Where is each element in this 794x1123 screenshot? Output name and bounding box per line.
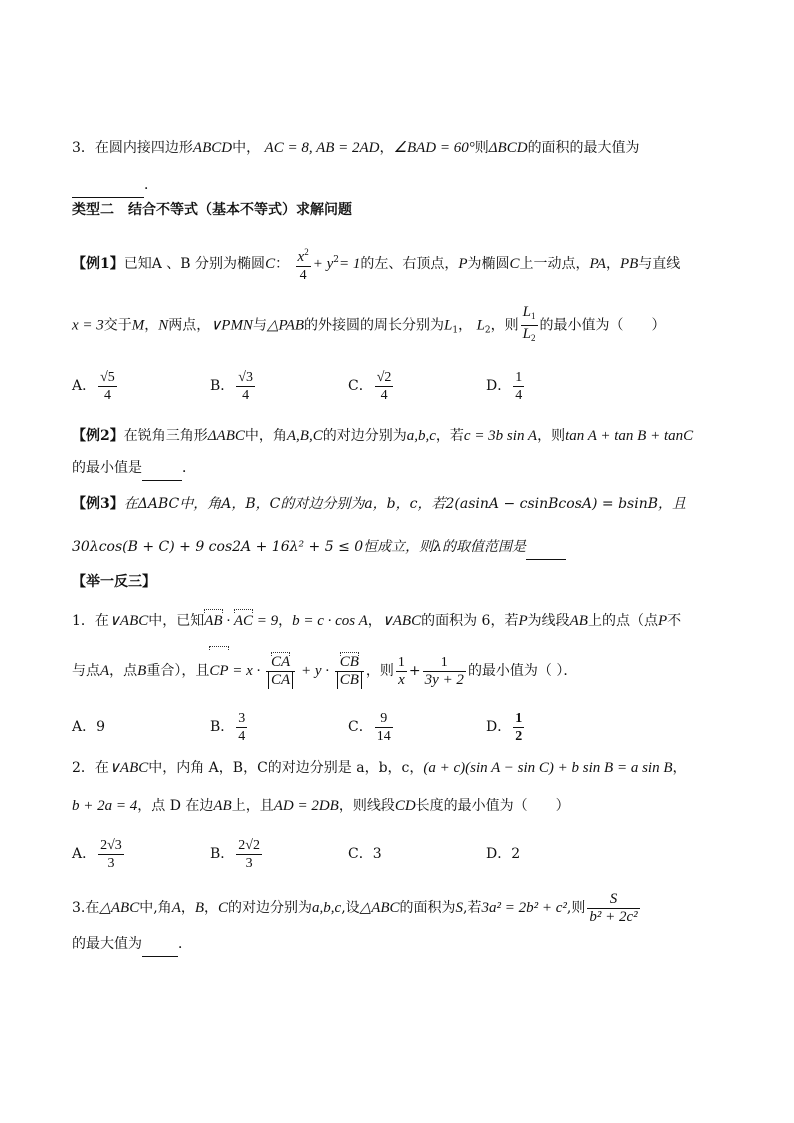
opt-label: B． — [210, 378, 235, 394]
text: ，若 — [435, 428, 464, 444]
text: ， — [672, 760, 687, 776]
condition: AC = 8, AB = 2AD — [264, 140, 380, 156]
expr: b = c · cos A — [292, 613, 368, 629]
expr: ΔABC — [207, 428, 245, 444]
norm: CB — [337, 672, 362, 689]
text: 中,角 — [139, 900, 172, 916]
vec: CA — [271, 653, 291, 670]
expr: ∨ABC — [108, 760, 149, 776]
text: ,若 — [463, 900, 482, 916]
expr: 3a² = 2b² + c² — [481, 900, 567, 916]
expr: c = 3b sin A — [463, 428, 538, 444]
opt-label: B． — [210, 719, 235, 735]
text: 2．在 — [72, 760, 109, 776]
text: 不 — [667, 613, 682, 629]
sub: 1 — [452, 325, 459, 336]
text: ． — [182, 460, 196, 476]
text: 交于 — [103, 317, 132, 334]
example-2-line-1 — [72, 426, 693, 446]
num: 2√3 — [100, 837, 122, 853]
text: 的对边分别为 — [228, 900, 313, 916]
triangle-name: ΔBCD — [488, 140, 528, 156]
example-label: 【例1】 — [72, 256, 124, 272]
num: 1 — [515, 369, 523, 385]
var: L — [444, 317, 453, 334]
example-2-line-2 — [72, 458, 196, 481]
fraction-x2-over-4: $\frac{x^2}{4}$ — [297, 247, 309, 283]
den: x — [396, 671, 407, 689]
text: 中， — [232, 140, 261, 156]
text: 长度的最小值为（ ） — [415, 798, 570, 814]
text: 的最小值为（ ）． — [467, 663, 578, 679]
option-b — [210, 366, 257, 406]
option-a — [72, 366, 119, 406]
text: 中，内角 A，B，C的对边分别是 a，b，c， — [148, 760, 424, 776]
angle-condition: ∠BAD = 60° — [393, 140, 475, 156]
example-1-line-1: 【例1】已知A 、B 分别为椭圆C： $\frac{x^2}{4}$ + $y^2= 1$的左、右顶点，P为椭圆C上一动点，PA，PB与直线 — [72, 240, 680, 284]
expr: △ABC — [99, 900, 140, 916]
example-1-line-2: x = 3交于M，N两点，∨PMN与△PAB的外接圆的周长分别为$L_1$， $L_2$，则 $\frac{L_1}{L_2}$ 的最小值为（ ） — [72, 304, 666, 351]
vector-AB: AB — [204, 613, 223, 629]
example-3-line-2 — [72, 537, 566, 560]
den: b² + 2c² — [589, 908, 638, 925]
expr: AD = 2DB — [273, 798, 339, 814]
answer-blank — [142, 460, 182, 481]
text: 与点 — [72, 663, 100, 679]
num: 9 — [380, 710, 388, 726]
var: P — [657, 613, 668, 629]
expr: a,b,c — [406, 428, 436, 444]
var: P — [458, 256, 468, 272]
opt-label: A． — [72, 378, 97, 394]
practice-3-line-1: 3.在△ABC中,角A，B，C的对边分别为a,b,c,设△ABC的面积为S,若3a² = 2b² + c²,则 $\frac{S}{\text{b² + 2c²}}$ — [72, 890, 638, 925]
text: 的对边分别为 — [322, 428, 407, 444]
var: AB — [569, 613, 588, 629]
expr: = 9 — [252, 613, 279, 629]
den: 4 — [296, 266, 311, 284]
opt-label: A． — [72, 846, 97, 862]
text: 重合），且 — [146, 663, 210, 679]
opt-label: B． — [210, 846, 235, 862]
den: 4 — [98, 386, 117, 404]
sub: 1 — [531, 311, 536, 321]
text: 的面积的最大值为 — [527, 140, 640, 156]
num: 1 — [440, 654, 448, 670]
num: √5 — [100, 369, 115, 385]
opt-label: C． — [348, 378, 373, 394]
text: ，则 — [490, 317, 519, 334]
op: · — [222, 613, 234, 629]
den: 4 — [515, 387, 523, 403]
text: 上一动点， — [519, 256, 590, 272]
text: 两点， — [168, 317, 211, 334]
text: 为椭圆 — [467, 256, 510, 272]
problem-3-line — [72, 138, 640, 158]
expr: ∨ABC — [108, 613, 149, 629]
answer-blank — [142, 936, 178, 957]
text: 在ΔABC中，角A，B，C的对边分别为a，b，c，若2(asinA − csinBcosA) = bsinB，且 — [123, 496, 687, 512]
text: ，则线段 — [338, 798, 395, 814]
example-label: 【例2】 — [72, 428, 124, 444]
var: B — [137, 663, 147, 679]
text: 则 — [474, 140, 489, 156]
var: PA — [589, 256, 606, 272]
var: L — [522, 304, 531, 320]
text: ，点 — [109, 663, 138, 679]
var: M — [131, 317, 145, 334]
unit-vector-CA — [266, 654, 295, 689]
text: 的最小值是 — [72, 460, 142, 476]
quad-name: ABCD — [192, 140, 233, 156]
text: 的外接圆的周长分别为 — [304, 317, 445, 334]
option-d — [486, 366, 526, 406]
sub: 2 — [484, 325, 491, 336]
var: AB — [213, 798, 232, 814]
text: ,则 — [566, 900, 586, 916]
vec: CB — [339, 653, 359, 670]
var: A — [100, 663, 110, 679]
text: 与 — [252, 317, 267, 334]
text: ． — [144, 177, 158, 193]
problem-3-number: 3．在圆内接四边形 — [72, 140, 193, 156]
var: P — [518, 613, 528, 629]
var: x — [297, 249, 305, 265]
practice-1-line-1 — [72, 611, 681, 631]
text: ，则 — [365, 663, 394, 679]
section-heading: 类型二 结合不等式（基本不等式）求解问题 — [72, 202, 352, 218]
text: ， — [379, 140, 394, 156]
text: 上的点（点 — [587, 613, 658, 629]
option-d: D．2 — [486, 846, 521, 862]
den: 4 — [238, 728, 246, 744]
example-label: 【例3】 — [72, 496, 124, 512]
text: 与直线 — [638, 256, 681, 272]
opt-label: D． — [486, 719, 512, 735]
expr: x = 3 — [72, 317, 104, 334]
practice-3-line-2 — [72, 934, 192, 957]
expr: a,b,c — [312, 900, 342, 916]
expr: b + 2a = 4 — [72, 798, 138, 814]
answer-blank — [72, 177, 144, 198]
var: C — [218, 900, 229, 916]
opt-label: D． — [486, 378, 512, 394]
num: 2√2 — [238, 837, 260, 853]
num: √3 — [238, 369, 253, 385]
vector-AC: AC — [233, 613, 253, 629]
den: 14 — [376, 728, 391, 744]
text: 的左、右顶点， — [360, 256, 459, 272]
option-c: C．3 — [348, 846, 382, 862]
expr: + y · — [297, 663, 333, 679]
var: L — [522, 326, 531, 342]
practice-1-line-2: 与点A，点B重合），且CP = x · $\frac{CA}{CA}$ + y · $\frac{CB}{CB}$ ，则 $\frac{1}{x}$ + $\frac{1}{3y + 2}$ 的最小值为（ ）． — [72, 648, 577, 694]
var: N — [158, 317, 169, 334]
practice-heading: 【举一反三】 — [72, 574, 156, 590]
num: √2 — [376, 369, 392, 385]
den: 3 — [98, 854, 124, 872]
text: 的最小值为（ ） — [539, 317, 666, 334]
den: 4 — [236, 386, 255, 404]
var: B — [194, 900, 205, 916]
practice-2-line-2 — [72, 796, 570, 816]
expr: tan A + tan B + tanC — [565, 428, 694, 444]
text: 1．在 — [72, 613, 109, 629]
num: 3 — [238, 710, 246, 726]
expr: + y — [312, 256, 334, 272]
text: 的面积为 6，若 — [421, 613, 519, 629]
den: 3y + 2 — [424, 671, 464, 688]
vector-CP: CP — [209, 648, 228, 694]
var: A — [171, 900, 181, 916]
text: 的最大值为 — [72, 936, 142, 952]
unit-vector-CB — [335, 654, 364, 689]
var: L — [476, 317, 485, 334]
option-c — [348, 707, 395, 747]
den: 2 — [515, 728, 523, 744]
text: ： — [275, 256, 290, 272]
expr: = x · — [228, 663, 265, 679]
option-b — [210, 707, 249, 747]
example-3-line-1 — [72, 494, 686, 514]
text: ， — [605, 256, 620, 272]
option-d — [486, 707, 526, 747]
var: S — [455, 900, 464, 916]
text: 的面积为 — [399, 900, 456, 916]
expr: ∨PMN — [210, 317, 253, 334]
num: 1 — [515, 710, 523, 726]
text: 中，角 — [244, 428, 287, 444]
text: 为线段 — [527, 613, 570, 629]
expr: △PAB — [266, 317, 305, 334]
expr: A,B,C — [286, 428, 323, 444]
problem-3-answer-line — [72, 175, 158, 198]
text: ． — [178, 936, 192, 952]
num: S — [609, 890, 618, 907]
var: CD — [394, 798, 416, 814]
var: C — [509, 256, 520, 272]
expr: △ABC — [359, 900, 400, 916]
option-b — [210, 834, 264, 874]
text: 已知A 、B 分别为椭圆 — [123, 256, 266, 272]
expr: ∨ABC — [381, 613, 422, 629]
text: 30λcos(B + C) + 9 cos2A + 16λ² + 5 ≤ 0恒成立，则λ的取值范围是 — [72, 539, 527, 555]
var: PB — [619, 256, 639, 272]
sub: 2 — [531, 333, 536, 343]
option-c — [348, 366, 395, 406]
text: ， — [144, 317, 159, 334]
norm: CA — [268, 672, 293, 689]
expr: (a + c)(sin A − sin C) + b sin B = a sin B — [423, 760, 673, 776]
text: ,设 — [341, 900, 360, 916]
option-a — [72, 834, 126, 874]
answer-blank — [526, 539, 566, 560]
text: ，则 — [537, 428, 566, 444]
den: 3 — [236, 854, 262, 872]
fraction-S — [587, 891, 639, 926]
text: ， — [367, 613, 382, 629]
text: 在锐角三角形 — [123, 428, 208, 444]
text: 上，且 — [231, 798, 274, 814]
option-a: A．9 — [72, 719, 106, 735]
text: 中，已知 — [148, 613, 205, 629]
den: 4 — [375, 386, 394, 404]
fraction-L1-over-L2 — [521, 304, 538, 347]
expr: = 1 — [338, 256, 361, 272]
var: C — [265, 256, 276, 272]
text: ，点 D 在边 — [137, 798, 214, 814]
num: 1 — [397, 654, 405, 670]
text: 3.在 — [72, 900, 100, 916]
practice-2-line-1 — [72, 758, 687, 778]
text: ， — [278, 613, 293, 629]
opt-label: C． — [348, 719, 373, 735]
